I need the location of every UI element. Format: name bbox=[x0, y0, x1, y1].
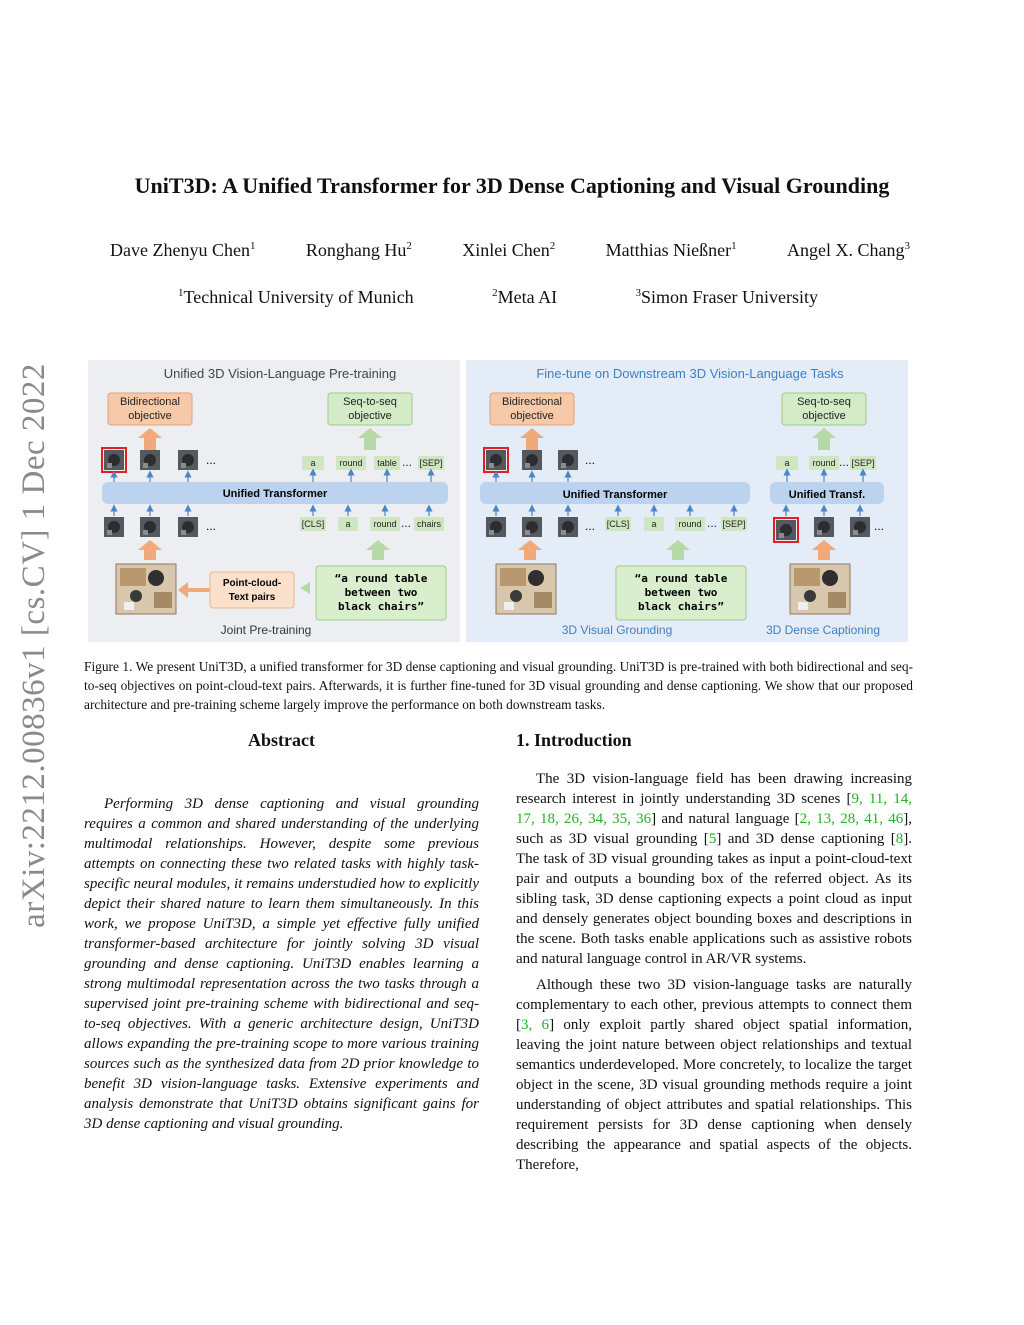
svg-text:objective: objective bbox=[802, 410, 846, 422]
left-panel-title: Unified 3D Vision-Language Pre-training bbox=[163, 366, 397, 381]
svg-text:table: table bbox=[377, 458, 397, 468]
paper-title: UniT3D: A Unified Transformer for 3D Dense Captioning and Visual Grounding bbox=[134, 173, 890, 198]
figure-caption: Figure 1. We present UniT3D, a unified transformer for 3D dense captioning and visual grounding. UniT3D is pre-trained with both bidirectional and seq-to-seq objectives on point-cloud-text pairs. Afterwards, it is further fine-tuned for 3D visual grounding and dense captioning. We show that our proposed architecture and pre-training scheme largely improve the performance on both downstream tasks. bbox=[84, 659, 913, 712]
introduction-heading: 1. Introduction bbox=[516, 730, 632, 750]
svg-text:Seq-to-seq: Seq-to-seq bbox=[343, 396, 397, 408]
svg-text:Text pairs: Text pairs bbox=[228, 592, 276, 603]
citation-link[interactable]: 5 bbox=[708, 831, 717, 847]
author: Matthias Nießner$^1$ bbox=[605, 240, 737, 260]
author: Xinlei Chen$^2$ bbox=[462, 240, 556, 260]
affiliation-list bbox=[178, 287, 818, 308]
svg-text:between two: between two bbox=[344, 586, 418, 599]
abstract-text: Performing 3D dense captioning and visual grounding requires a common and shared understanding of the underlying multimodal relationships. However, despite some previous attempts on connecting these two related tasks with highly task-specific neural modules, it remains understudied how to explicitly depict their shared nature to learn them simultaneously. In this work, we propose UniT3D, a simple yet effective fully unified transformer-based architecture for jointly solving 3D visual grounding and dense captioning. UniT3D enables learning a strong multimodal representation across the two tasks through a supervised joint pre-training scheme with bidirectional and seq-to-seq objectives. With a generic architecture design, UniT3D allows expanding the pre-training scope to more various training sources such as the synthesized data from 2D prior knowledge to benefit 3D vision-language tasks. Extensive experiments and analysis demonstrate that UniT3D obtains significant gains for 3D dense captioning and visual grounding. bbox=[84, 796, 479, 1132]
label-joint-pretraining: Joint Pre-training bbox=[220, 623, 312, 637]
arxiv-watermark: arXiv:2212.00836v1 [cs.CV] 1 Dec 2022 bbox=[15, 362, 52, 928]
svg-text:objective: objective bbox=[348, 410, 392, 422]
svg-text:[SEP]: [SEP] bbox=[722, 519, 746, 529]
svg-text:a: a bbox=[784, 458, 790, 468]
svg-text:[CLS]: [CLS] bbox=[301, 519, 325, 529]
svg-text:...: ... bbox=[838, 455, 850, 469]
svg-text:Seq-to-seq: Seq-to-seq bbox=[797, 396, 851, 408]
svg-text:Unified Transf.: Unified Transf. bbox=[788, 489, 866, 501]
figure-1 bbox=[88, 360, 908, 642]
svg-text:a: a bbox=[651, 519, 657, 529]
svg-text:...: ... bbox=[206, 519, 217, 533]
svg-text:...: ... bbox=[706, 516, 718, 530]
svg-text:Bidirectional: Bidirectional bbox=[120, 396, 180, 408]
svg-text:“a round table: “a round table bbox=[634, 572, 728, 585]
author: Angel X. Chang$^3$ bbox=[787, 240, 910, 260]
citation-link[interactable]: 9, 11, 14, 17, 18, 26, 34, 35, 36 bbox=[516, 791, 913, 827]
svg-text:chairs: chairs bbox=[416, 519, 442, 529]
label-dense-captioning: 3D Dense Captioning bbox=[765, 623, 881, 637]
svg-text:a: a bbox=[310, 458, 316, 468]
svg-text:objective: objective bbox=[128, 410, 172, 422]
svg-text:round: round bbox=[339, 458, 363, 468]
seq2seq-objective-box bbox=[328, 393, 412, 425]
affiliation: $^3$Simon Fraser University bbox=[635, 287, 818, 307]
svg-text:...: ... bbox=[206, 453, 217, 467]
svg-text:Unified Transformer: Unified Transformer bbox=[562, 489, 668, 501]
introduction-text bbox=[516, 769, 912, 1181]
unified-transformer-label: Unified Transformer bbox=[222, 488, 328, 500]
citation-link[interactable]: 3, 6 bbox=[521, 1017, 550, 1033]
svg-text:[SEP]: [SEP] bbox=[419, 458, 443, 468]
intro-paragraph: Although these two 3D vision-language tasks are naturally complementary to each other, previous attempts to connect them [3, 6] only exploit partly shared object spatial information, leaving the joint nature between object relationships and textual semantics underdeveloped. More concretely, to localize the target object in the scene, 3D visual grounding methods require a joint understanding of object attributes and spatial relationships. This requirement persists for 3D dense captioning when densely describing the appearance and spatial aspects of the objects. Therefore, bbox=[516, 977, 912, 1173]
svg-text:a: a bbox=[345, 519, 351, 529]
svg-text:“a round table: “a round table bbox=[334, 572, 428, 585]
intro-paragraph: The 3D vision-language field has been drawing increasing research interest in jointly understanding 3D scenes [9, 11, 14, 17, 18, 26, 34, 35, 36] and natural language [2, 13, 28, 41, 46], such as 3D visual grounding [5] and 3D dense captioning [8]. The task of 3D visual grounding takes as input a point-cloud-text pair and outputs a bounding box of the referred object. As its sibling task, 3D dense captioning expects a point cloud as input and densely generates object bounding boxes and descriptions in the scene. Both tasks enable applications such as assistive robots and natural language control in AR/VR systems. bbox=[516, 771, 913, 967]
svg-text:black chairs”: black chairs” bbox=[637, 600, 725, 613]
svg-text:[CLS]: [CLS] bbox=[606, 519, 630, 529]
svg-text:...: ... bbox=[874, 519, 885, 533]
author: Ronghang Hu$^2$ bbox=[305, 240, 412, 260]
svg-text:Point-cloud-: Point-cloud- bbox=[222, 578, 282, 589]
svg-text:black chairs”: black chairs” bbox=[337, 600, 425, 613]
svg-text:...: ... bbox=[585, 453, 596, 467]
bidirectional-objective-box-right bbox=[490, 393, 574, 425]
author: Dave Zhenyu Chen$^1$ bbox=[110, 240, 256, 260]
author-list bbox=[110, 240, 910, 261]
abstract-heading: Abstract bbox=[248, 730, 315, 750]
right-panel-title: Fine-tune on Downstream 3D Vision-Language Tasks bbox=[536, 366, 844, 381]
svg-text:between two: between two bbox=[644, 586, 718, 599]
affiliation: $^1$Technical University of Munich bbox=[178, 287, 414, 307]
svg-text:round: round bbox=[812, 458, 836, 468]
svg-text:round: round bbox=[678, 519, 702, 529]
svg-text:[SEP]: [SEP] bbox=[851, 458, 875, 468]
affiliation: $^2$Meta AI bbox=[492, 287, 558, 307]
svg-text:objective: objective bbox=[510, 410, 554, 422]
svg-text:...: ... bbox=[401, 455, 413, 469]
svg-text:...: ... bbox=[400, 516, 412, 530]
citation-link[interactable]: 8 bbox=[895, 831, 904, 847]
svg-text:round: round bbox=[373, 519, 397, 529]
label-visual-grounding: 3D Visual Grounding bbox=[561, 623, 673, 637]
svg-text:Bidirectional: Bidirectional bbox=[502, 396, 562, 408]
citation-link[interactable]: 2, 13, 28, 41, 46 bbox=[799, 811, 904, 827]
svg-text:...: ... bbox=[585, 519, 596, 533]
seq2seq-objective-box-right bbox=[782, 393, 866, 425]
bidirectional-objective-box bbox=[108, 393, 192, 425]
